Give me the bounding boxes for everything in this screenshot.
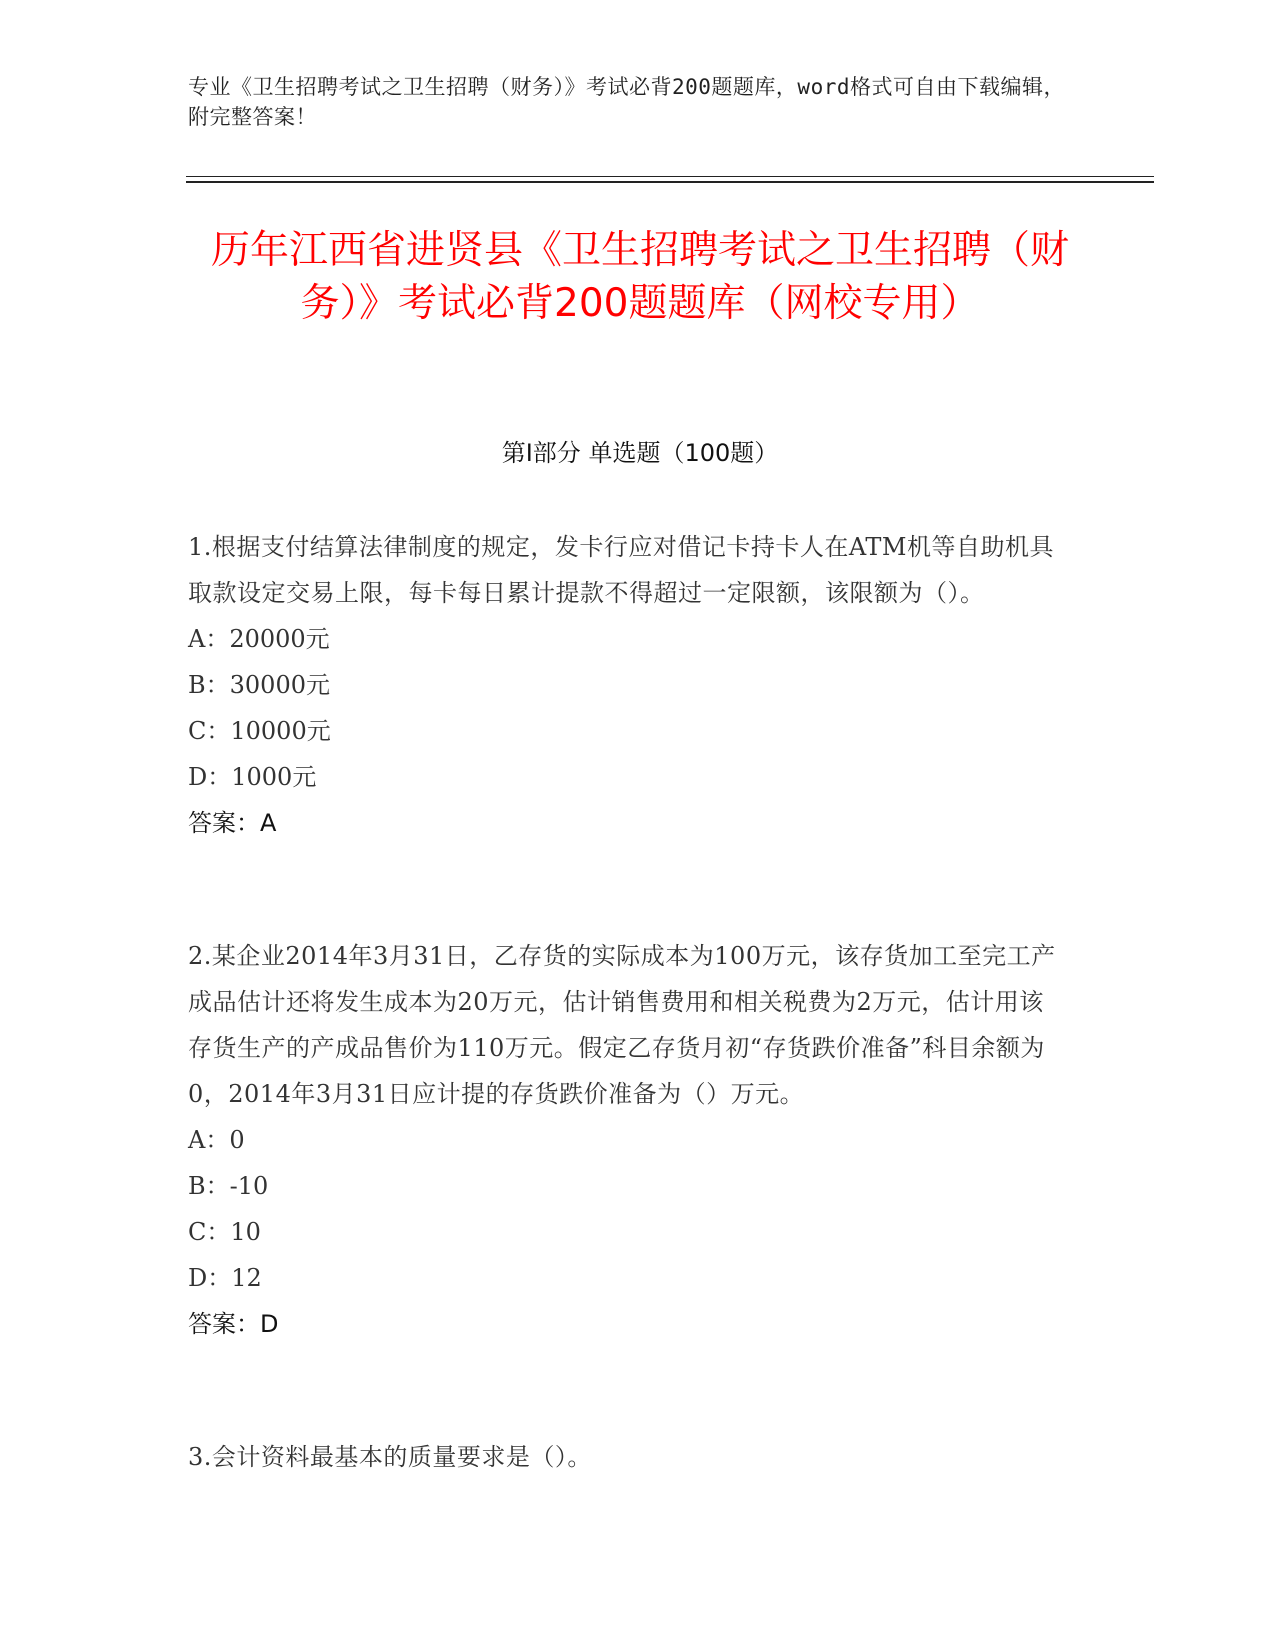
question-stem: 1.根据支付结算法律制度的规定，发卡行应对借记卡持卡人在ATM机等自助机具取款设定交易上限，每卡每日累计提款不得超过一定限额，该限额为（）。 [188,533,1054,607]
option-d: D：1000元 [188,763,317,791]
option-c: C：10000元 [188,717,331,745]
option-a: A：20000元 [188,625,330,653]
question-2 [188,933,1068,1347]
option-d: D：12 [188,1264,262,1292]
header-divider-thick [186,181,1154,183]
question-stem: 3.会计资料最基本的质量要求是（）。 [188,1443,592,1471]
section-heading: 第Ⅰ部分 单选题（100题） [501,439,779,467]
question-1 [188,524,1068,846]
question-3 [188,1434,1068,1480]
header-note: 专业《卫生招聘考试之卫生招聘（财务）》考试必背200题题库，word格式可自由下载编辑，附完整答案！ [188,75,1065,129]
option-b: B：30000元 [188,671,330,699]
option-c: C：10 [188,1218,261,1246]
header-divider-thin [186,176,1154,177]
option-b: B：-10 [188,1172,269,1200]
answer: 答案：A [188,809,277,837]
answer: 答案：D [188,1310,279,1338]
question-stem: 2.某企业2014年3月31日，乙存货的实际成本为100万元，该存货加工至完工产成品估计还将发生成本为20万元，估计销售费用和相关税费为2万元，估计用该存货生产的产成品售价为110万元。假定乙存货月初“存货跌价准备”科目余额为0，2014年3月31日应计提的存货跌价准备为（）万元。 [188,942,1056,1108]
option-a: A：0 [188,1126,245,1154]
document-title: 历年江西省进贤县《卫生招聘考试之卫生招聘（财务）》考试必背200题题库（网校专用） [210,228,1069,326]
